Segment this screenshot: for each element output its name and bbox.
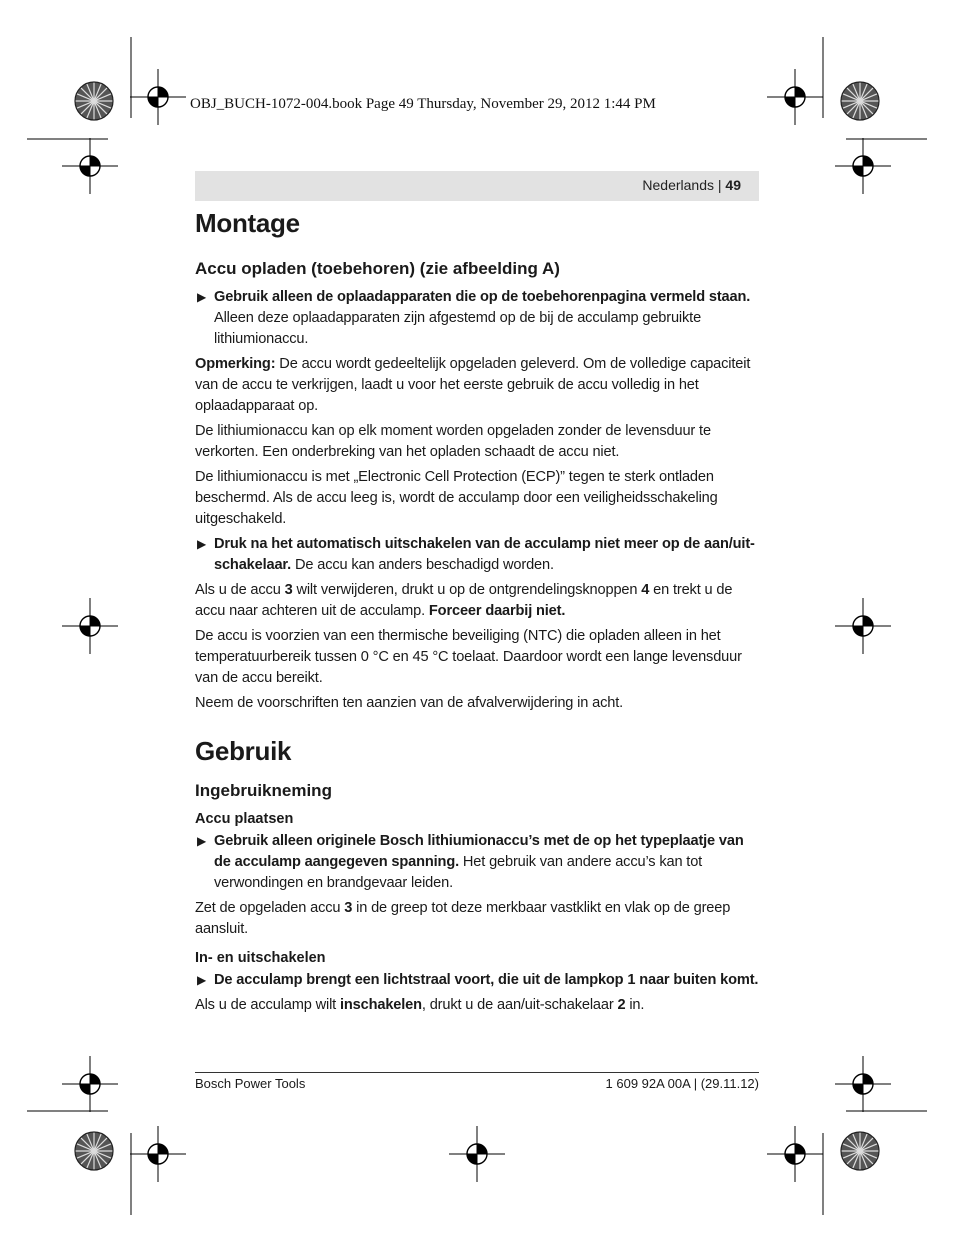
paragraph: Zet de opgeladen accu 3 in de greep tot deze merkbaar vastklikt en vlak op de greep aansluit. bbox=[195, 900, 731, 937]
subheading-accu-plaatsen: Accu plaatsen bbox=[195, 811, 294, 827]
footer-left: Bosch Power Tools bbox=[195, 1076, 306, 1091]
print-slug: OBJ_BUCH-1072-004.book Page 49 Thursday, November 29, 2012 1:44 PM bbox=[190, 96, 656, 112]
note-paragraph: Opmerking: De accu wordt gedeeltelijk opgeladen geleverd. Om de volledige capaciteit van de accu te verkrijgen, laadt u voor het eerste gebruik de accu volledig in het oplaadapparaat op. bbox=[195, 356, 751, 414]
arrow-bullet-icon: ▶ bbox=[197, 834, 207, 848]
subheading-in-uitschakelen: In- en uitschakelen bbox=[195, 950, 326, 966]
footer-divider bbox=[195, 1072, 759, 1073]
paragraph: De lithiumionaccu is met „Electronic Cell Protection (ECP)” tegen te sterk ontladen beschermd. Als de accu leeg is, wordt de acculamp door een veiligheidsschakeling uitgeschakeld. bbox=[195, 469, 718, 527]
paragraph: De accu is voorzien van een thermische beveiliging (NTC) die opladen alleen in het temperatuurbereik tussen 0 °C en 45 °C toelaat. Daardoor wordt een lange levensduur van de accu bereikt. bbox=[195, 628, 742, 686]
section-title-gebruik: Gebruik bbox=[195, 736, 292, 766]
header-separator: | bbox=[717, 177, 722, 193]
paragraph: De lithiumionaccu kan op elk moment worden opgeladen zonder de levensduur te verkorten. Een onderbreking van het opladen schaadt de accu niet. bbox=[195, 423, 711, 460]
paragraph: Als u de acculamp wilt inschakelen, drukt u de aan/uit-schakelaar 2 in. bbox=[195, 997, 645, 1013]
section-title-montage: Montage bbox=[195, 208, 300, 238]
arrow-bullet-icon: ▶ bbox=[197, 537, 207, 551]
paragraph: Als u de accu 3 wilt verwijderen, drukt u op de ontgrendelingsknoppen 4 en trekt u de accu naar achteren uit de acculamp. Forceer daarbij niet. bbox=[195, 582, 733, 619]
arrow-bullet-icon: ▶ bbox=[197, 290, 207, 304]
bullet-item: ▶ Gebruik alleen originele Bosch lithiumionaccu’s met de op het typeplaatje van de acculamp aangegeven spanning. Het gebruik van andere accu’s kan tot verwondingen en brandgevaar leiden. bbox=[197, 833, 744, 891]
paragraph: Neem de voorschriften ten aanzien van de afvalverwijdering in acht. bbox=[195, 695, 624, 711]
page-number: 49 bbox=[725, 177, 741, 193]
page-content bbox=[195, 208, 761, 1016]
arrow-bullet-icon: ▶ bbox=[197, 973, 207, 987]
page-header bbox=[195, 171, 759, 201]
bullet-item: ▶ De acculamp brengt een lichtstraal voort, die uit de lampkop 1 naar buiten komt. bbox=[195, 970, 761, 991]
bullet-item: ▶ Druk na het automatisch uitschakelen van de acculamp niet meer op de aan/uit-schakelaar. De accu kan anders beschadigd worden. bbox=[197, 536, 755, 573]
header-text bbox=[642, 177, 741, 193]
footer-right: 1 609 92A 00A | (29.11.12) bbox=[605, 1076, 759, 1091]
header-language: Nederlands bbox=[642, 177, 714, 193]
subheading-ingebruikneming: Ingebruikneming bbox=[195, 781, 332, 800]
subheading-accu-opladen: Accu opladen (toebehoren) (zie afbeelding A) bbox=[195, 259, 560, 278]
bullet-item: ▶ Gebruik alleen de oplaadapparaten die op de toebehorenpagina vermeld staan. Alleen deze oplaadapparaten zijn afgestemd op de bij de acculamp gebruikte lithiumionaccu. bbox=[197, 289, 751, 347]
